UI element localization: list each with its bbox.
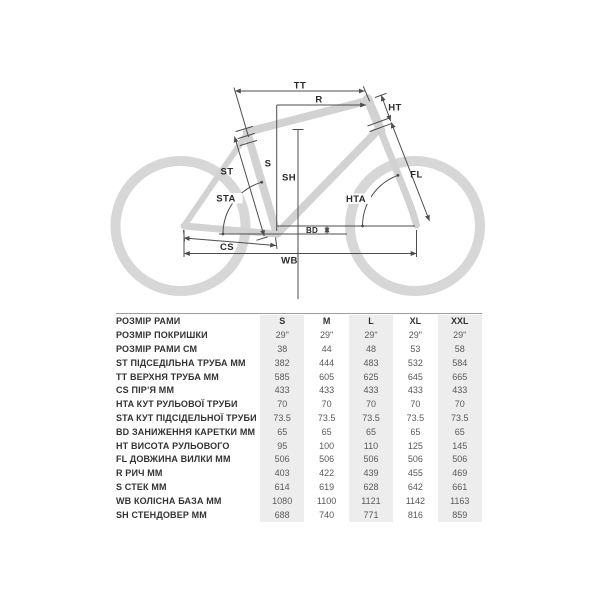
size-value-cell: 433	[349, 384, 393, 398]
size-column-header: XXL	[438, 315, 482, 329]
row-label: SH СТЕНДОВЕР ММ	[116, 509, 207, 520]
size-value-cell: 455	[407, 468, 423, 479]
size-value-cell: 29"	[260, 329, 304, 343]
size-value-cell: 95	[260, 439, 304, 453]
size-value-cell: 73.5	[438, 412, 482, 426]
size-value-cell: 619	[319, 481, 335, 492]
size-value-cell: 506	[407, 454, 423, 465]
cs-extension-tick-right	[276, 238, 278, 250]
size-value-cell: 382	[260, 356, 304, 370]
size-value-cell: 110	[349, 439, 393, 453]
size-value-cell: 642	[407, 481, 423, 492]
size-column-header: S	[260, 315, 304, 329]
size-value-cell: 125	[407, 440, 423, 451]
size-table-row	[116, 343, 482, 357]
row-label: CS ПІР’Я ММ	[116, 385, 175, 396]
size-value-cell: 433	[319, 385, 335, 396]
size-value-cell: 628	[349, 481, 393, 495]
size-value-cell: 100	[319, 440, 335, 451]
size-value-cell: 483	[349, 356, 393, 370]
size-value-cell: 65	[260, 425, 304, 439]
row-label: HT ВИСОТА РУЛЬОВОГО	[116, 440, 230, 451]
size-table-row	[116, 494, 482, 508]
size-table-row	[116, 370, 482, 384]
size-table-row	[116, 384, 482, 398]
row-label: R РИЧ ММ	[116, 468, 163, 479]
size-value-cell: 740	[319, 509, 335, 520]
sta-label: STA	[216, 193, 236, 205]
size-value-cell: 433	[438, 384, 482, 398]
size-value-cell: 439	[349, 467, 393, 481]
size-value-cell: 532	[407, 357, 423, 368]
size-value-cell: 48	[349, 343, 393, 357]
size-value-cell: 665	[438, 370, 482, 384]
row-label: РОЗМІР РАМИ	[116, 316, 181, 327]
row-label: S СТЕК ММ	[116, 481, 167, 492]
row-label: TT ВЕРХНЯ ТРУБА ММ	[116, 371, 219, 382]
cs-label: CS	[220, 242, 234, 253]
hta-label: HTA	[345, 194, 367, 205]
st-label: ST	[220, 166, 234, 178]
size-value-cell: 506	[319, 454, 335, 465]
r-label: R	[315, 94, 323, 106]
s-label: S	[264, 158, 272, 170]
size-value-cell: 422	[319, 468, 335, 479]
size-table-row	[116, 398, 482, 412]
size-table-row	[116, 439, 482, 453]
size-value-cell: 433	[260, 384, 304, 398]
size-value-cell: 645	[407, 371, 423, 382]
size-value-cell: 73.5	[349, 412, 393, 426]
size-value-cell: 433	[407, 385, 423, 396]
size-value-cell: 506	[260, 453, 304, 467]
size-value-cell: 145	[438, 439, 482, 453]
size-value-cell: 58	[438, 343, 482, 357]
fl-label: FL	[410, 169, 423, 181]
size-value-cell: 29"	[349, 329, 393, 343]
size-value-cell: 70	[260, 398, 304, 412]
size-column-header: M	[322, 316, 331, 327]
size-value-cell: 70	[438, 398, 482, 412]
size-value-cell: 70	[349, 398, 393, 412]
size-value-cell: 44	[321, 343, 332, 354]
wb-label: WB	[281, 255, 298, 267]
size-value-cell: 469	[438, 467, 482, 481]
tt-label: TT	[293, 80, 307, 92]
size-value-cell: 65	[321, 426, 332, 437]
size-table-row	[116, 453, 482, 467]
size-value-cell: 65	[410, 426, 421, 437]
row-label: HTA КУТ РУЛЬОВОЇ ТРУБИ	[116, 399, 238, 410]
size-table-row	[116, 508, 482, 522]
size-value-cell: 1100	[316, 495, 337, 506]
size-value-cell: 29"	[319, 330, 334, 341]
size-table-header-row	[116, 315, 482, 329]
sh-label: SH	[282, 172, 296, 184]
size-table-row	[116, 425, 482, 439]
bd-label: BD	[306, 225, 318, 235]
geometry-size-table	[116, 313, 482, 522]
size-value-cell: 614	[260, 481, 304, 495]
size-value-cell: 661	[438, 481, 482, 495]
size-value-cell: 444	[319, 357, 335, 368]
size-value-cell: 73.5	[406, 412, 425, 423]
size-value-cell: 73.5	[260, 412, 304, 426]
size-table-row	[116, 329, 482, 343]
row-label: РОЗМІР РАМИ СМ	[116, 343, 198, 354]
size-value-cell: 1163	[438, 494, 482, 508]
size-value-cell: 1080	[260, 494, 304, 508]
size-value-cell: 506	[349, 453, 393, 467]
size-column-header: XL	[409, 316, 422, 327]
size-value-cell: 1142	[405, 495, 426, 506]
row-label: BD ЗАНИЖЕННЯ КАРЕТКИ ММ	[116, 426, 256, 437]
size-value-cell: 65	[349, 425, 393, 439]
size-value-cell: 70	[410, 399, 421, 410]
size-value-cell: 506	[438, 453, 482, 467]
row-label: ST ПІДСЕДІЛЬНА ТРУБА ММ	[116, 357, 246, 368]
row-label: WB КОЛІСНА БАЗА ММ	[116, 495, 222, 506]
row-label: РОЗМІР ПОКРИШКИ	[116, 330, 208, 341]
size-value-cell: 70	[321, 399, 332, 410]
size-table-row	[116, 356, 482, 370]
size-value-cell: 585	[260, 370, 304, 384]
size-value-cell: 65	[438, 425, 482, 439]
size-value-cell: 771	[349, 508, 393, 522]
size-value-cell: 605	[319, 371, 335, 382]
size-value-cell: 29"	[408, 330, 422, 341]
ht-label: HT	[388, 102, 402, 114]
size-value-cell: 403	[260, 467, 304, 481]
size-value-cell: 38	[260, 343, 304, 357]
row-label: FL ДОВЖИНА ВИЛКИ ММ	[116, 454, 231, 465]
size-table-row	[116, 467, 482, 481]
size-table-row	[116, 481, 482, 495]
size-table-row	[116, 412, 482, 426]
size-value-cell: 1121	[349, 494, 393, 508]
size-value-cell: 816	[407, 509, 423, 520]
row-label: STA КУТ ПІДСІДЕЛЬНОЇ ТРУБИ	[116, 412, 257, 423]
size-value-cell: 73.5	[317, 412, 336, 423]
size-value-cell: 584	[438, 356, 482, 370]
size-value-cell: 29"	[438, 329, 482, 343]
size-value-cell: 688	[260, 508, 304, 522]
size-value-cell: 625	[349, 370, 393, 384]
size-value-cell: 53	[410, 343, 421, 354]
size-column-header: L	[349, 315, 393, 329]
size-value-cell: 859	[438, 508, 482, 522]
